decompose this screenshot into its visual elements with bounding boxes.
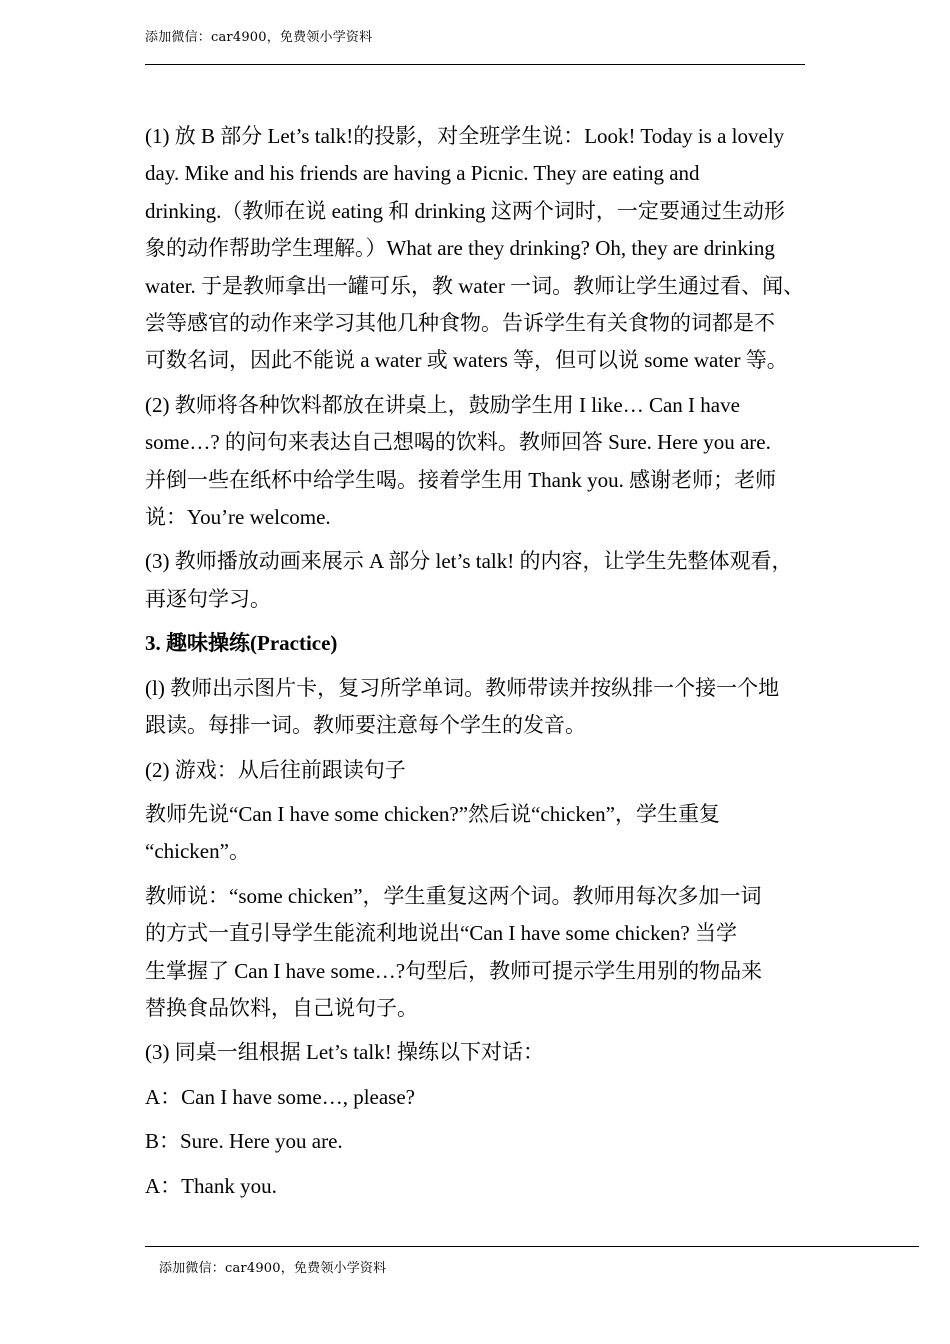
page-footer: 添加微信：car4900，免费领小学资料	[159, 1261, 387, 1276]
header-divider	[145, 64, 805, 65]
dialogue-line-b: B：Sure. Here you are.	[145, 1129, 343, 1154]
paragraph-drinks-dialogue: (2) 教师将各种饮料都放在讲桌上，鼓励学生用 I like… Can I have some…? 的问句来表达自己想喝的饮料。教师回答 Sure. Here you are. 并倒一些在纸杯中给学生喝。接着学生用 Thank you. 感谢老师；老师 说：You’re welcome.	[145, 392, 777, 530]
paragraph-picnic-intro: (1) 放 B 部分 Let’s talk!的投影，对全班学生说：Look! Today is a lovely day. Mike and his friends are having a Picnic. They are eating and drinking.（教师在说 eating 和 drinking 这两个词时，一定要通过生动形 象的动作帮助学生理解。）What are they drinking? Oh, they are drinking water. 于是教师拿出一罐可乐，教 water 一词。教师让学生通过看、闻、 尝等感官的动作来学习其他几种食物。告诉学生有关食物的词都是不 可数名词，因此不能说 a water 或 waters 等，但可以说 some water 等。	[145, 124, 805, 373]
footer-divider	[145, 1246, 919, 1247]
dialogue-line-a1: A：Can I have some…, please?	[145, 1084, 415, 1109]
paragraph-picture-cards: (l) 教师出示图片卡，复习所学单词。教师带读并按纵排一个接一个地 跟读。每排一词。教师要注意每个学生的发音。	[145, 675, 780, 738]
paragraph-game-step-two: 教师说：“some chicken”，学生重复这两个词。教师用每次多加一词 的方式一直引导学生能流利地说出“Can I have some chicken? 当学 生掌握了 Can I have some…?句型后，教师可提示学生用别的物品来 替换食品饮料，自己说句子。	[145, 883, 763, 1020]
dialogue-line-a2: A：Thank you.	[145, 1173, 277, 1198]
paragraph-game-step-one: 教师先说“Can I have some chicken?”然后说“chicken”，学生重复 “chicken”。	[145, 801, 720, 864]
page-header: 添加微信：car4900，免费领小学资料	[145, 30, 373, 45]
section-heading-practice: 3. 趣味操练(Practice)	[145, 631, 338, 656]
paragraph-pair-practice: (3) 同桌一组根据 Let’s talk! 操练以下对话：	[145, 1040, 544, 1065]
paragraph-animation: (3) 教师播放动画来展示 A 部分 let’s talk! 的内容，让学生先整体观看， 再逐句学习。	[145, 549, 793, 611]
document-body	[145, 118, 825, 1212]
paragraph-game-title: (2) 游戏：从后往前跟读句子	[145, 757, 406, 782]
